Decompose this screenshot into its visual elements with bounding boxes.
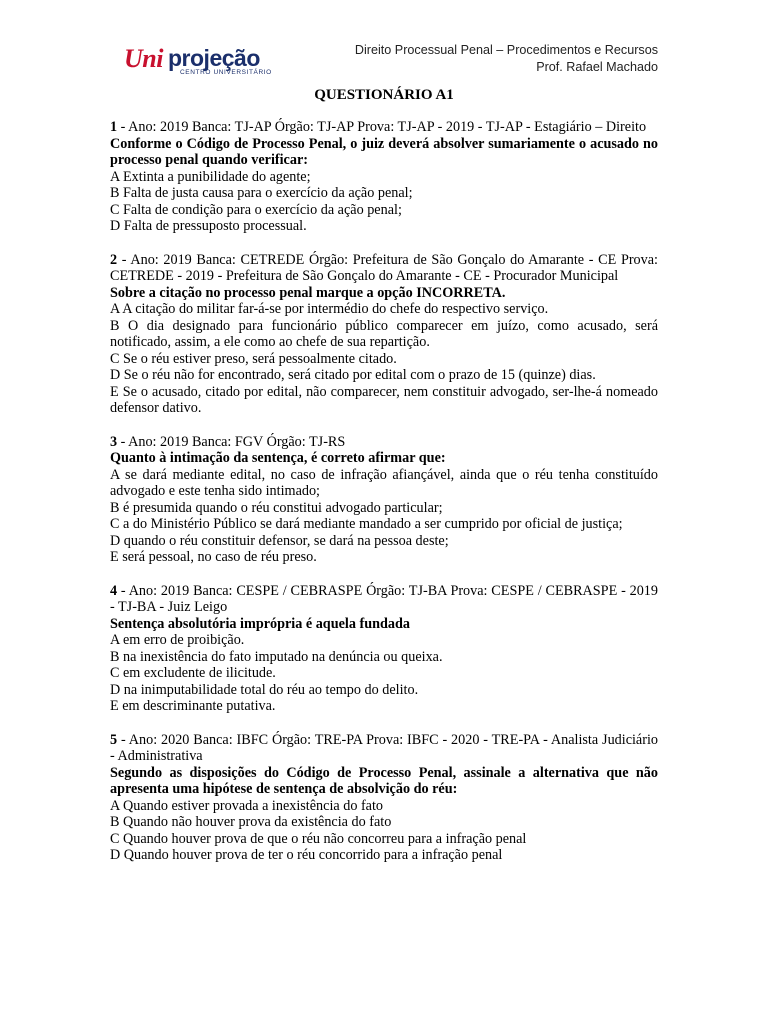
question-meta-text: - Ano: 2020 Banca: IBFC Órgão: TRE-PA Prova: IBFC - 2020 - TRE-PA - Analista Judiciário - Administrativa — [110, 731, 658, 764]
question-3 — [110, 434, 658, 566]
answer-option-a: A Extinta a punibilidade do agente; — [110, 168, 311, 185]
header-course: Direito Processual Penal – Procedimentos e Recursos — [354, 43, 658, 57]
question-statement: Conforme o Código de Processo Penal, o juiz deverá absolver sumariamente o acusado no processo penal quando verificar: — [110, 135, 658, 168]
answer-option-a: A se dará mediante edital, no caso de infração afiançável, ainda que o réu tenha constituído advogado e este tenha sido intimado; — [110, 466, 658, 499]
question-meta — [110, 732, 658, 765]
answer-option-c: C Se o réu estiver preso, será pessoalmente citado. — [110, 350, 397, 367]
question-meta-text: - Ano: 2019 Banca: FGV Órgão: TJ-RS — [117, 433, 346, 450]
question-statement: Segundo as disposições do Código de Processo Penal, assinale a alternativa que não apresenta uma hipótese de sentença de absolvição do réu: — [110, 764, 658, 797]
question-meta — [110, 252, 658, 285]
answer-option-d: D Quando houver prova de ter o réu concorrido para a infração penal — [110, 847, 503, 863]
answer-option-e: E Se o acusado, citado por edital, não comparecer, nem constituir advogado, ser-lhe-á nomeado defensor dativo. — [110, 383, 658, 416]
answer-option-c: C em excludente de ilicitude. — [110, 665, 276, 681]
question-number: 3 — [110, 433, 118, 450]
answer-option-b: B O dia designado para funcionário público comparecer em juízo, como acusado, será notificado, assim, a ele como ao chefe de sua repartição. — [110, 317, 658, 350]
answer-option-e: E será pessoal, no caso de réu preso. — [110, 549, 317, 565]
answer-option-c: C Falta de condição para o exercício da ação penal; — [110, 201, 402, 218]
question-4 — [110, 583, 658, 715]
question-1 — [110, 119, 658, 235]
logo-projecao-text: projeção — [168, 45, 260, 71]
questionnaire-body — [110, 119, 658, 881]
question-2 — [110, 252, 658, 417]
answer-option-a: A em erro de proibição. — [110, 632, 245, 648]
answer-option-b: B Falta de justa causa para o exercício da ação penal; — [110, 185, 413, 201]
answer-option-c: C Quando houver prova de que o réu não concorreu para a infração penal — [110, 830, 527, 847]
answer-option-a: A Quando estiver provada a inexistência do fato — [110, 797, 384, 814]
uniprojecao-logo — [116, 42, 274, 82]
answer-option-d: D na inimputabilidade total do réu ao tempo do delito. — [110, 681, 419, 698]
answer-option-b: B na inexistência do fato imputado na denúncia ou queixa. — [110, 648, 443, 665]
logo-subtitle: CENTRO UNIVERSITÁRIO — [180, 69, 272, 76]
question-statement: Quanto à intimação da sentença, é correto afirmar que: — [110, 450, 446, 466]
question-number: 5 — [110, 731, 118, 748]
answer-option-b: B é presumida quando o réu constitui advogado particular; — [110, 499, 443, 516]
header-professor: Prof. Rafael Machado — [536, 60, 658, 74]
question-5 — [110, 732, 658, 864]
question-statement: Sobre a citação no processo penal marque a opção INCORRETA. — [110, 284, 506, 301]
question-number: 4 — [110, 582, 118, 599]
question-statement: Sentença absolutória imprópria é aquela fundada — [110, 615, 410, 632]
question-number: 2 — [110, 251, 118, 268]
question-meta-text: - Ano: 2019 Banca: CETREDE Órgão: Prefeitura de São Gonçalo do Amarante - CE Prova: CETREDE - 2019 - Prefeitura de São Gonçalo do Amarante - CE - Procurador Municipal — [110, 251, 658, 284]
logo-uni-text: Uni — [124, 44, 163, 73]
question-meta-text: - Ano: 2019 Banca: TJ-AP Órgão: TJ-AP Prova: TJ-AP - 2019 - TJ-AP - Estagiário – Direito — [117, 119, 647, 135]
answer-option-d: D quando o réu constituir defensor, se dará na pessoa deste; — [110, 532, 449, 549]
answer-option-b: B Quando não houver prova da existência do fato — [110, 814, 392, 830]
answer-option-d: D Falta de pressuposto processual. — [110, 218, 307, 234]
page-title: QUESTIONÁRIO A1 — [314, 87, 454, 103]
question-meta — [110, 583, 658, 616]
question-meta — [110, 434, 658, 451]
question-meta-text: - Ano: 2019 Banca: CESPE / CEBRASPE Órgão: TJ-BA Prova: CESPE / CEBRASPE - 2019 - TJ-BA - Juiz Leigo — [110, 582, 658, 615]
question-meta — [110, 119, 658, 136]
question-number: 1 — [110, 119, 118, 135]
answer-option-d: D Se o réu não for encontrado, será citado por edital com o prazo de 15 (quinze) dias. — [110, 367, 596, 383]
answer-option-a: A A citação do militar far-á-se por intermédio do chefe do respectivo serviço. — [110, 301, 549, 317]
answer-option-e: E em descriminante putativa. — [110, 698, 276, 714]
answer-option-c: C a do Ministério Público se dará mediante mandado a ser cumprido por oficial de justiça; — [110, 516, 623, 532]
